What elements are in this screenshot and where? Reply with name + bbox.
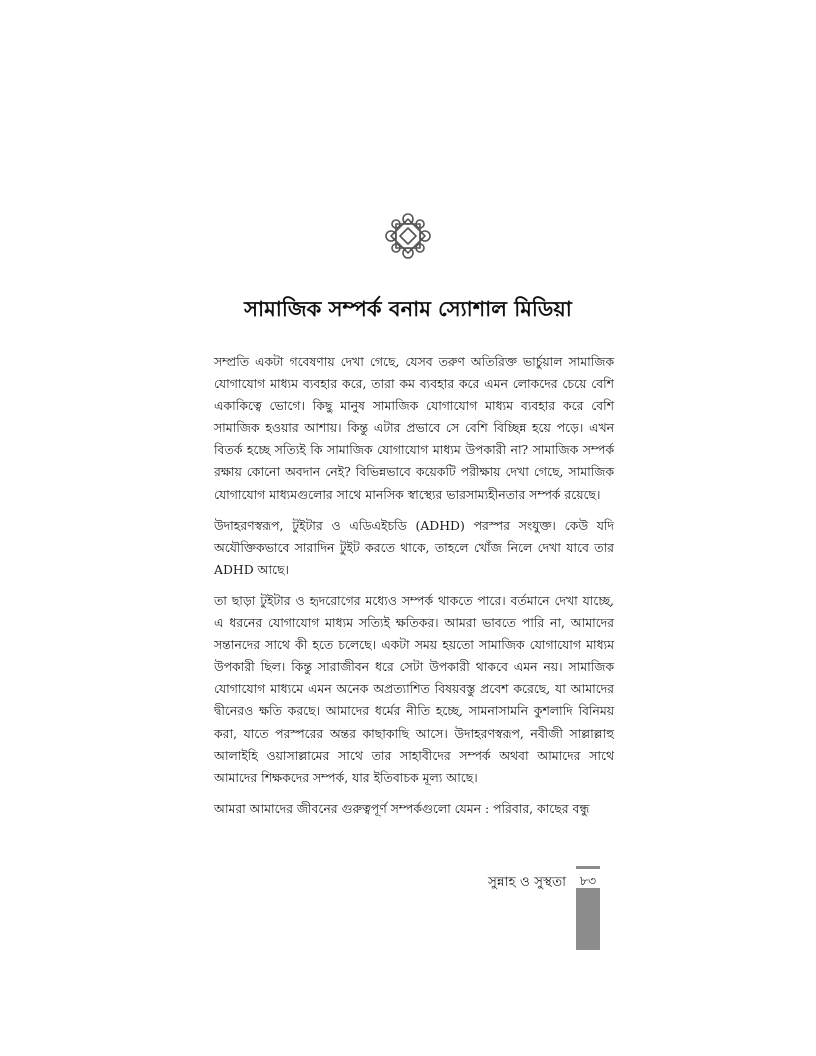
page-number-tab (576, 866, 600, 950)
paragraph-4: আমরা আমাদের জীবনের গুরুত্বপূর্ণ সম্পর্কগুলো যেমন : পরিবার, কাছের বন্ধু (214, 800, 590, 816)
body-text (214, 351, 614, 829)
page-number-box (576, 866, 600, 888)
running-footer-book-title: সুন্নাহ ও সুস্থতা (487, 874, 566, 890)
geometric-star-ornament-icon (384, 212, 432, 260)
paragraph-2: উদাহরণস্বরূপ, টুইটার ও এডিএইচডি (ADHD) পরস্পর সংযুক্ত। কেউ যদি অযৌক্তিকভাবে সারাদিন টুইট করতে থাকে, তাহলে খোঁজ নিলে দেখা যাবে তার ADHD আছে। (214, 517, 614, 577)
paragraph-1: সম্প্রতি একটা গবেষণায় দেখা গেছে, যেসব তরুণ অতিরিক্ত ভার্চুয়াল সামাজিক যোগাযোগ মাধ্যম ব্যবহার করে, তারা কম ব্যবহার করে এমন লোকদের চেয়ে বেশি একাকিত্বে ভোগে। কিছু মানুষ সামাজিক যোগাযোগ মাধ্যম ব্যবহার করে বেশি সামাজিক হওয়ার আশায়। কিন্তু এটার প্রভাবে সে বেশি বিচ্ছিন্ন হয়ে পড়ে। এখন বিতর্ক হচ্ছে সত্যিই কি সামাজিক যোগাযোগ মাধ্যম উপকারী না? সামাজিক সম্পর্ক রক্ষায় কোনো অবদান নেই? বিভিন্নভাবে কয়েকটি পরীক্ষায় দেখা গেছে, সামাজিক যোগাযোগ মাধ্যমগুলোর সাথে মানসিক স্বাস্থ্যের ভারসাম্যহীনতার সম্পর্ক রয়েছে। (214, 354, 614, 502)
page-number: ৮৩ (579, 873, 597, 888)
chapter-title: সামাজিক সম্পর্ক বনাম স্যোশাল মিডিয়া (244, 297, 572, 321)
paragraph-3: তা ছাড়া টুইটার ও হৃদরোগের মধ্যেও সম্পর্ক থাকতে পারে। বর্তমানে দেখা যাচ্ছে, এ ধরনের যোগাযোগ মাধ্যম সত্যিই ক্ষতিকর। আমরা ভাবতে পারি না, আমাদের সন্তানদের সাথে কী হতে চলেছে। একটা সময় হয়তো সামাজিক যোগাযোগ মাধ্যম উপকারী ছিল। কিন্তু সারাজীবন ধরে সেটা উপকারী থাকবে এমন নয়। সামাজিক যোগাযোগ মাধ্যমে এমন অনেক অপ্রত্যাশিত বিষয়বস্তু প্রবেশ করেছে, যা আমাদের দ্বীনেরও ক্ষতি করছে। আমাদের ধর্মের নীতি হচ্ছে, সামনাসামনি কুশলাদি বিনিময় করা, যাতে পরস্পরের অন্তর কাছাকাছি আসে। উদাহরণস্বরূপ, নবীজী সাল্লাল্লাহু আলাইহি ওয়াসাল্লামের সাথে তার সাহাবীদের সম্পর্ক অথবা আমাদের সাথে আমাদের শিক্ষকদের সম্পর্ক, যার ইতিবাচক মূল্য আছে। (214, 592, 614, 785)
